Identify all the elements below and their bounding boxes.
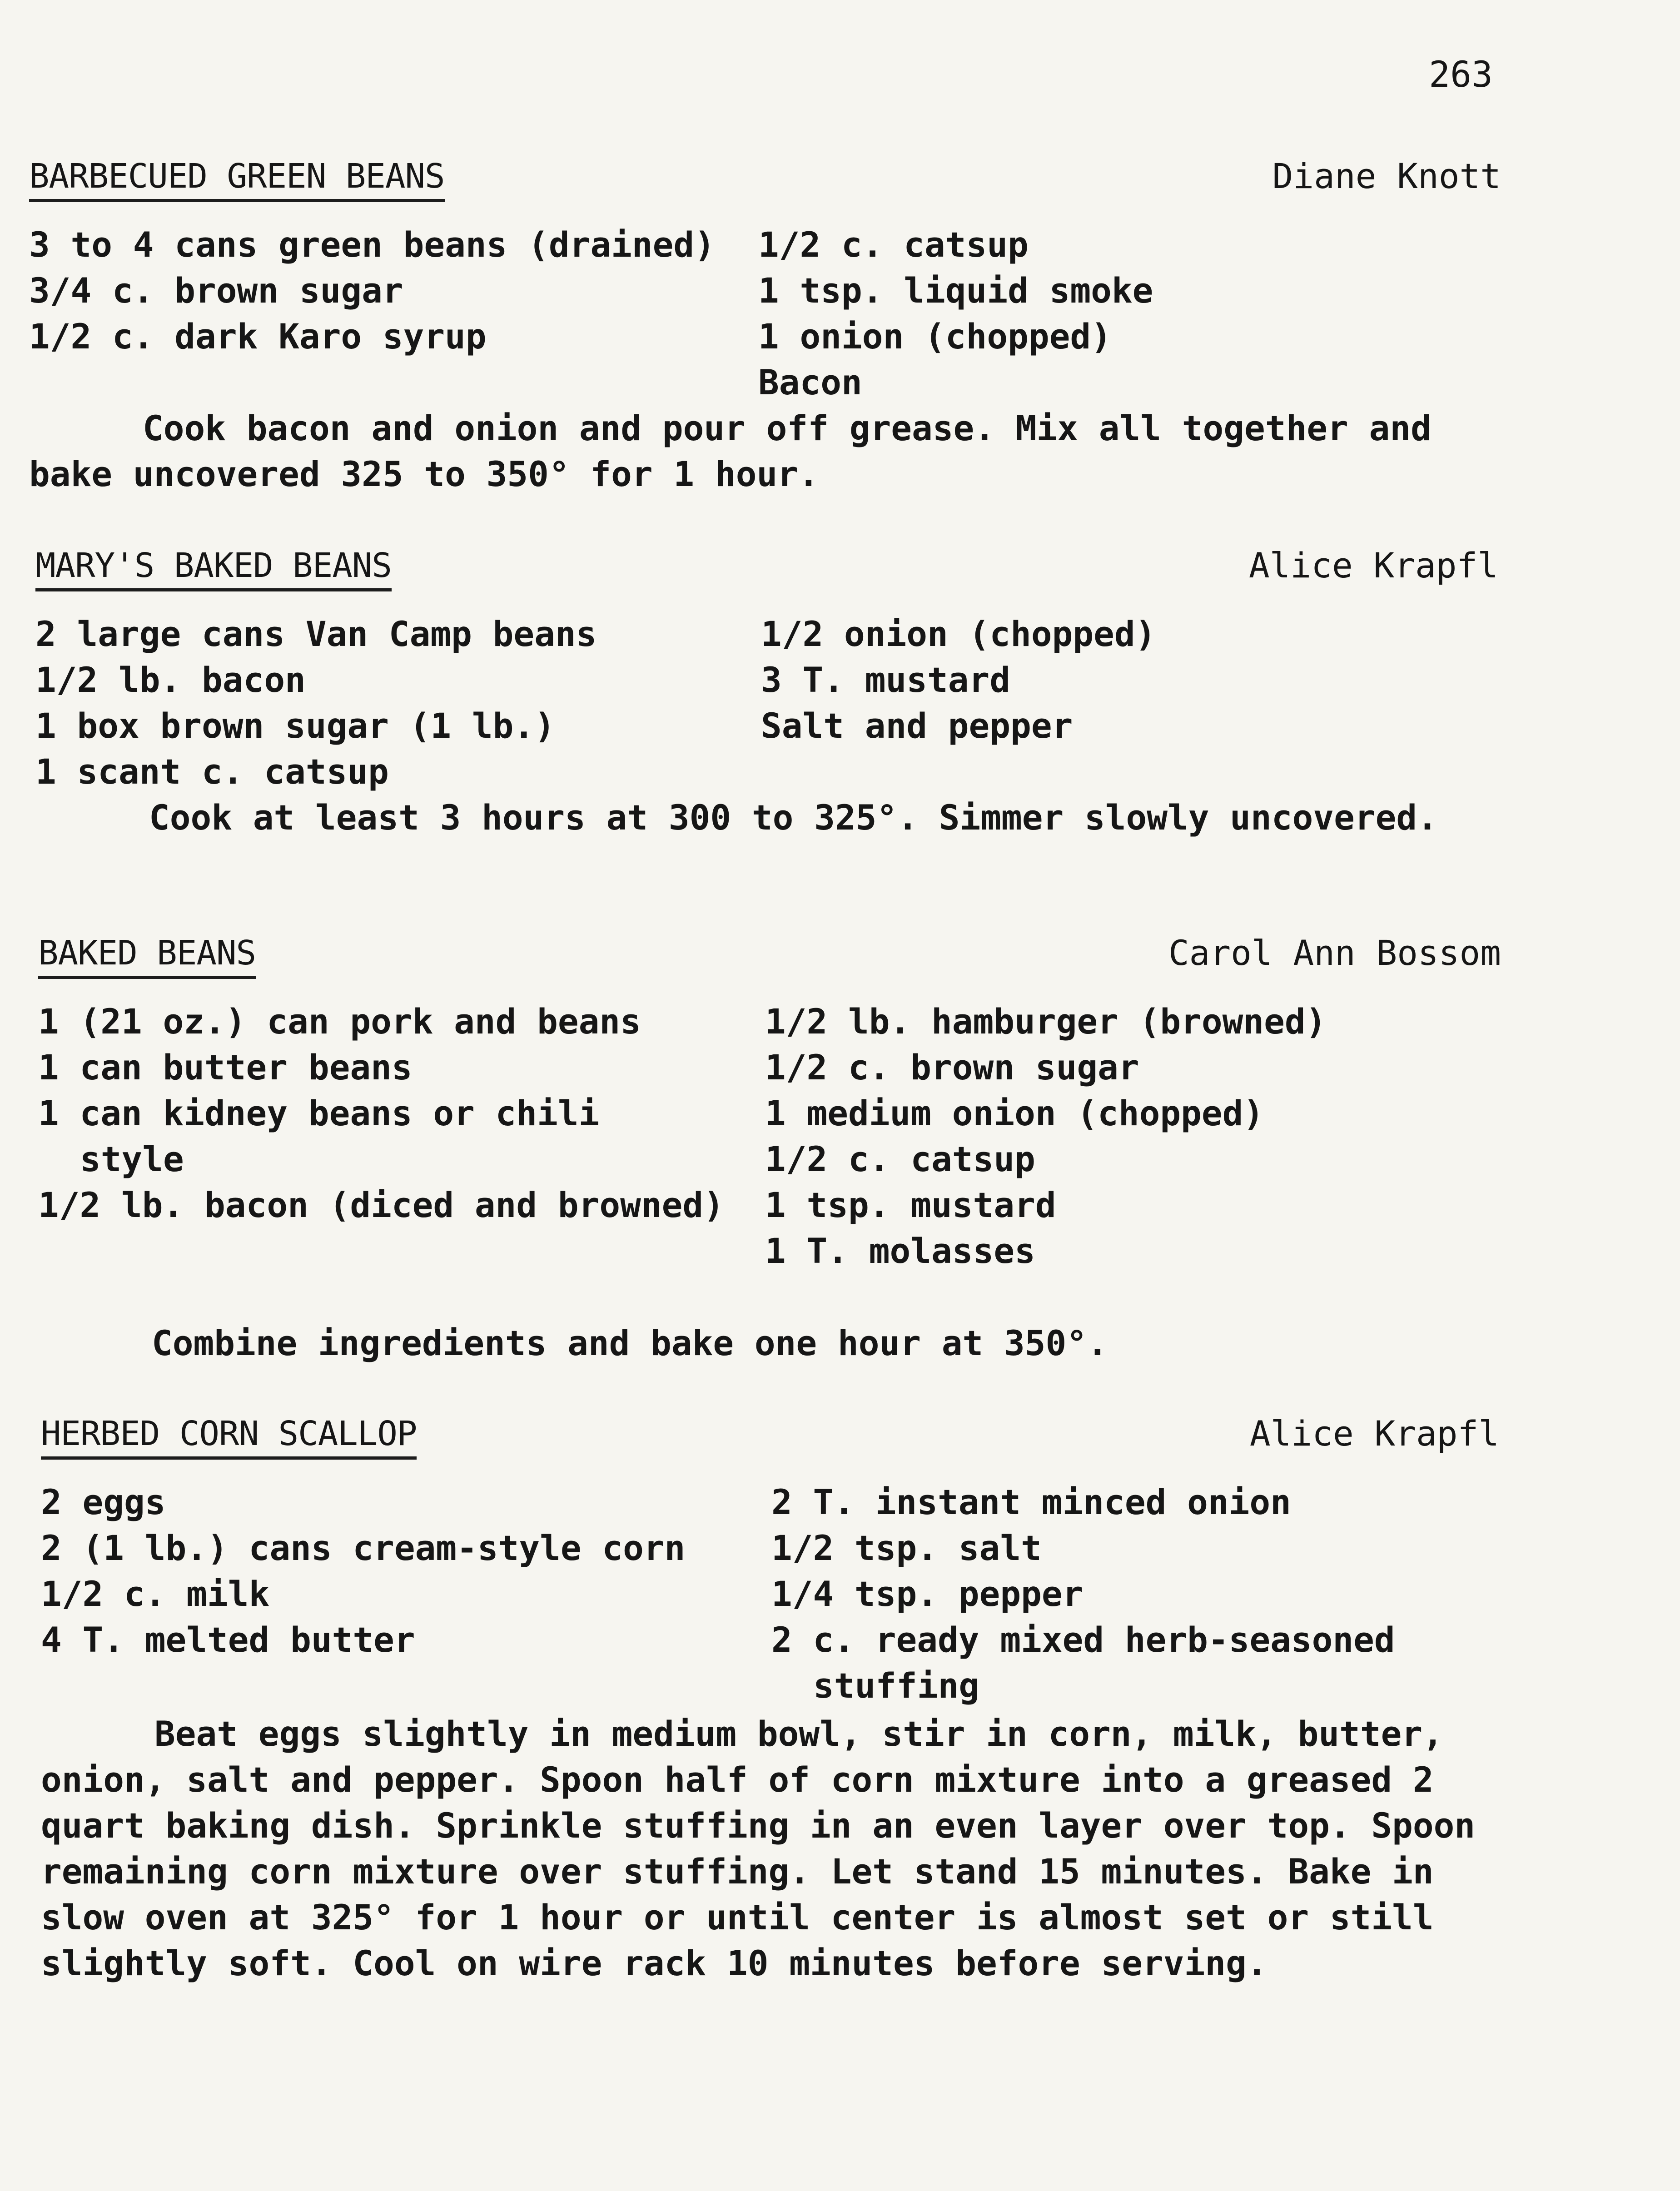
ingredient: 1/2 c. dark Karo syrup (29, 316, 487, 357)
ingredient: 1 can butter beans (38, 1047, 413, 1088)
recipe-title: HERBED CORN SCALLOP (41, 1412, 417, 1460)
ingredient: 2 (1 lb.) cans cream-style corn (41, 1528, 686, 1568)
ingredients-left-column (35, 611, 753, 795)
ingredients-left-column (41, 1479, 759, 1663)
ingredient-list (41, 1479, 1513, 1711)
ingredient: 1/2 c. brown sugar (765, 1047, 1139, 1088)
ingredient: 1/2 lb. hamburger (browned) (765, 1001, 1327, 1042)
ingredients-right-column (765, 999, 1537, 1274)
ingredient: 2 eggs (41, 1482, 166, 1522)
recipe-title: MARY'S BAKED BEANS (35, 544, 392, 591)
recipe-marys-baked-beans (35, 544, 1507, 840)
ingredients-left-column (29, 222, 747, 359)
recipe-baked-beans (38, 931, 1510, 1366)
recipe-author: Alice Krapfl (1248, 545, 1498, 586)
ingredient: 1 tsp. liquid smoke (758, 270, 1153, 311)
ingredient: 1/2 lb. bacon (diced and browned) (38, 1185, 724, 1225)
recipe-directions: Combine ingredients and bake one hour at 350°. (152, 1323, 1108, 1363)
ingredient: 2 large cans Van Camp beans (35, 614, 597, 654)
ingredient: 3/4 c. brown sugar (29, 270, 403, 311)
ingredient: 1/2 c. catsup (765, 1139, 1035, 1179)
ingredient: 1 tsp. mustard (765, 1185, 1056, 1225)
ingredient: 2 T. instant minced onion (771, 1482, 1291, 1522)
recipe-barbecued-green-beans (29, 154, 1501, 497)
ingredient: Bacon (758, 362, 862, 402)
ingredient: 1/4 tsp. pepper (771, 1574, 1084, 1614)
ingredient-list (29, 222, 1501, 405)
page-number: 263 (1429, 55, 1493, 95)
recipe-author: Carol Ann Bossom (1168, 933, 1501, 973)
recipe-author: Alice Krapfl (1249, 1413, 1499, 1454)
ingredient: 1 can kidney beans or chili style (38, 1093, 600, 1179)
ingredient: 3 to 4 cans green beans (drained) (29, 224, 715, 265)
recipe-title: BAKED BEANS (38, 931, 256, 979)
ingredients-left-column (38, 999, 756, 1228)
ingredient: 4 T. melted butter (41, 1620, 415, 1660)
ingredient: 1/2 tsp. salt (771, 1528, 1042, 1568)
ingredient-list (38, 999, 1510, 1320)
ingredient: 1/2 onion (chopped) (761, 614, 1156, 654)
recipe-header (29, 154, 1501, 204)
ingredients-right-column (761, 611, 1533, 749)
ingredient: 1 T. molasses (765, 1231, 1035, 1271)
recipe-title: BARBECUED GREEN BEANS (29, 154, 445, 202)
ingredient: Salt and pepper (761, 705, 1073, 746)
ingredient: 1 medium onion (chopped) (765, 1093, 1264, 1133)
ingredient: 1 (21 oz.) can pork and beans (38, 1001, 641, 1042)
recipe-directions: Beat eggs slightly in medium bowl, stir in corn, milk, butter, onion, salt and pepper. Spoon half of corn mixture into a greased 2 quart baking dish. Sprinkle stuffing in an even layer over top. Spoon remaining corn mixture over stuffing. Let stand 15 minutes. Bake in slow oven at 325° for 1 hour or until center is almost set or still slightly soft. Cool on wire rack 10 minutes before serving. (41, 1714, 1476, 1983)
recipe-author: Diane Knott (1272, 156, 1501, 196)
ingredient: 1 onion (chopped) (758, 316, 1112, 357)
ingredients-right-column (758, 222, 1531, 405)
ingredient: 1/2 c. catsup (758, 224, 1029, 265)
ingredient: 1/2 c. milk (41, 1574, 270, 1614)
ingredient-list (35, 611, 1507, 795)
recipe-header (41, 1412, 1513, 1462)
ingredient: 2 c. ready mixed herb-seasoned stuffing (771, 1620, 1395, 1706)
recipe-header (35, 544, 1507, 594)
recipe-directions: Cook bacon and onion and pour off grease. Mix all together and bake uncovered 325 to 350° for 1 hour. (29, 408, 1431, 494)
recipe-header (38, 931, 1510, 981)
ingredient: 1 box brown sugar (1 lb.) (35, 705, 555, 746)
ingredient: 1 scant c. catsup (35, 751, 389, 792)
ingredient: 3 T. mustard (761, 660, 1011, 700)
ingredients-right-column (771, 1479, 1480, 1709)
ingredient: 1/2 lb. bacon (35, 660, 306, 700)
recipe-herbed-corn-scallop (41, 1412, 1513, 1986)
recipe-directions: Cook at least 3 hours at 300 to 325°. Simmer slowly uncovered. (149, 797, 1438, 838)
